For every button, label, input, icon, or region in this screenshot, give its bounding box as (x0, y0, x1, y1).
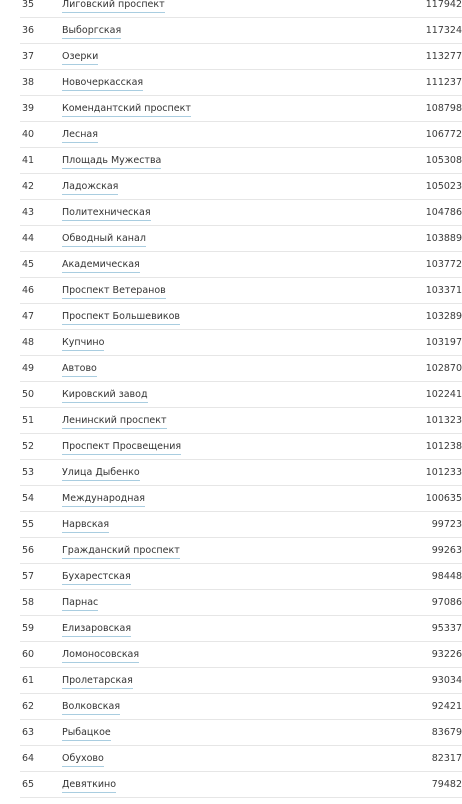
station-ranking-table (20, 0, 462, 798)
station-link[interactable]: Ладожская (62, 181, 118, 195)
table-row (20, 174, 462, 200)
table-row (20, 148, 462, 174)
row-count: 102870 (425, 363, 462, 374)
table-row (20, 486, 462, 512)
row-count: 101323 (425, 415, 462, 426)
row-rank: 58 (22, 597, 35, 608)
row-count: 93226 (431, 649, 462, 660)
station-link[interactable]: Бухарестская (62, 571, 131, 585)
row-rank: 64 (22, 753, 35, 764)
row-count: 98448 (431, 571, 462, 582)
station-link[interactable]: Обухово (62, 753, 104, 767)
station-link[interactable]: Лиговский проспект (62, 0, 165, 13)
station-link[interactable]: Лесная (62, 129, 98, 143)
row-count: 111237 (425, 77, 462, 88)
station-link[interactable]: Новочеркасская (62, 77, 143, 91)
row-rank: 46 (22, 285, 35, 296)
row-rank: 37 (22, 51, 35, 62)
station-link[interactable]: Академическая (62, 259, 140, 273)
station-link[interactable]: Улица Дыбенко (62, 467, 140, 481)
table-row (20, 44, 462, 70)
station-link[interactable]: Проспект Просвещения (62, 441, 181, 455)
table-row (20, 356, 462, 382)
row-rank: 44 (22, 233, 35, 244)
row-count: 117942 (425, 0, 462, 10)
row-rank: 54 (22, 493, 35, 504)
table-row (20, 18, 462, 44)
table-row (20, 668, 462, 694)
table-row (20, 382, 462, 408)
row-rank: 62 (22, 701, 35, 712)
row-count: 92421 (431, 701, 462, 712)
station-link[interactable]: Обводный канал (62, 233, 146, 247)
row-count: 99723 (431, 519, 462, 530)
station-link[interactable]: Елизаровская (62, 623, 131, 637)
table-row (20, 200, 462, 226)
row-count: 95337 (431, 623, 462, 634)
row-rank: 47 (22, 311, 35, 322)
table-row (20, 564, 462, 590)
station-link[interactable]: Комендантский проспект (62, 103, 191, 117)
row-count: 100635 (425, 493, 462, 504)
station-link[interactable]: Ломоносовская (62, 649, 139, 663)
station-link[interactable]: Озерки (62, 51, 98, 65)
station-link[interactable]: Гражданский проспект (62, 545, 180, 559)
table-row (20, 642, 462, 668)
table-row (20, 278, 462, 304)
row-rank: 49 (22, 363, 35, 374)
row-rank: 61 (22, 675, 35, 686)
table-row (20, 746, 462, 772)
station-link[interactable]: Проспект Ветеранов (62, 285, 166, 299)
row-count: 102241 (425, 389, 462, 400)
row-rank: 36 (22, 25, 35, 36)
row-count: 83679 (431, 727, 462, 738)
row-count: 93034 (431, 675, 462, 686)
row-rank: 45 (22, 259, 35, 270)
station-link[interactable]: Политехническая (62, 207, 151, 221)
row-count: 113277 (425, 51, 462, 62)
row-rank: 35 (22, 0, 35, 10)
row-rank: 43 (22, 207, 35, 218)
station-link[interactable]: Пролетарская (62, 675, 133, 689)
table-row (20, 96, 462, 122)
row-count: 105308 (425, 155, 462, 166)
row-rank: 63 (22, 727, 35, 738)
row-count: 103289 (425, 311, 462, 322)
row-rank: 53 (22, 467, 35, 478)
row-count: 104786 (425, 207, 462, 218)
station-link[interactable]: Волковская (62, 701, 120, 715)
row-rank: 60 (22, 649, 35, 660)
row-count: 108798 (425, 103, 462, 114)
row-rank: 65 (22, 779, 35, 790)
table-row (20, 460, 462, 486)
station-link[interactable]: Девяткино (62, 779, 116, 793)
table-row (20, 70, 462, 96)
station-link[interactable]: Кировский завод (62, 389, 148, 403)
row-rank: 50 (22, 389, 35, 400)
station-link[interactable]: Купчино (62, 337, 104, 351)
table-row (20, 694, 462, 720)
row-count: 101233 (425, 467, 462, 478)
row-rank: 56 (22, 545, 35, 556)
table-row (20, 304, 462, 330)
row-count: 79482 (431, 779, 462, 790)
row-rank: 48 (22, 337, 35, 348)
row-count: 106772 (425, 129, 462, 140)
table-row (20, 590, 462, 616)
table-row (20, 226, 462, 252)
row-count: 103371 (425, 285, 462, 296)
row-count: 103197 (425, 337, 462, 348)
station-link[interactable]: Проспект Большевиков (62, 311, 180, 325)
station-link[interactable]: Рыбацкое (62, 727, 111, 741)
row-rank: 51 (22, 415, 35, 426)
row-rank: 59 (22, 623, 35, 634)
station-link[interactable]: Автово (62, 363, 97, 377)
station-link[interactable]: Парнас (62, 597, 98, 611)
table-row (20, 252, 462, 278)
table-row (20, 512, 462, 538)
row-count: 99263 (431, 545, 462, 556)
station-link[interactable]: Нарвская (62, 519, 109, 533)
table-row (20, 434, 462, 460)
row-count: 82317 (431, 753, 462, 764)
station-link[interactable]: Выборгская (62, 25, 121, 39)
station-link[interactable]: Площадь Мужества (62, 155, 161, 169)
table-row (20, 122, 462, 148)
row-count: 101238 (425, 441, 462, 452)
table-row (20, 772, 462, 798)
table-row (20, 330, 462, 356)
table-row (20, 720, 462, 746)
row-rank: 57 (22, 571, 35, 582)
row-count: 105023 (425, 181, 462, 192)
row-rank: 38 (22, 77, 35, 88)
row-count: 103772 (425, 259, 462, 270)
row-rank: 52 (22, 441, 35, 452)
table-row (20, 538, 462, 564)
row-count: 117324 (425, 25, 462, 36)
row-rank: 41 (22, 155, 35, 166)
row-rank: 39 (22, 103, 35, 114)
row-rank: 55 (22, 519, 35, 530)
station-link[interactable]: Международная (62, 493, 145, 507)
row-count: 103889 (425, 233, 462, 244)
table-row (20, 616, 462, 642)
row-count: 97086 (431, 597, 462, 608)
table-row (20, 0, 462, 18)
table-row (20, 408, 462, 434)
row-rank: 40 (22, 129, 35, 140)
row-rank: 42 (22, 181, 35, 192)
station-link[interactable]: Ленинский проспект (62, 415, 167, 429)
